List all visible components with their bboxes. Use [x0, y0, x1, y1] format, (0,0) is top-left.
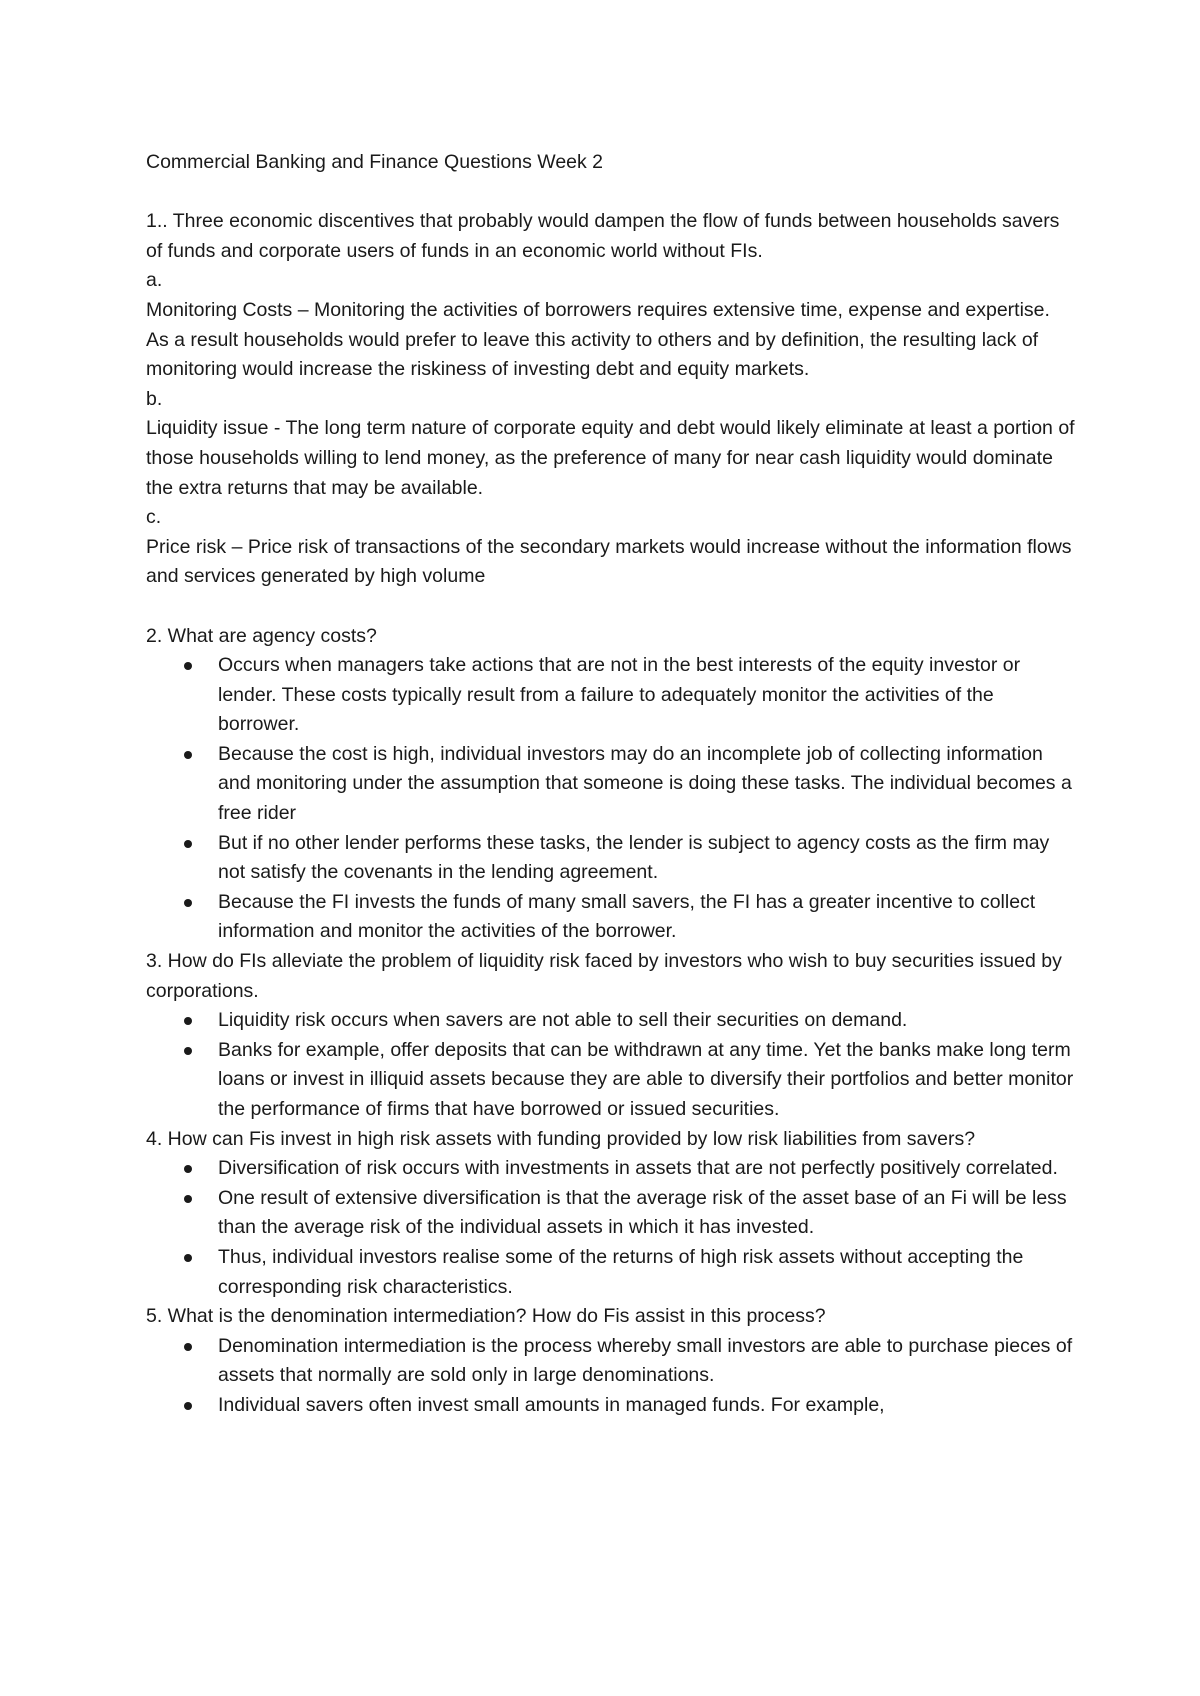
list-item	[146, 1006, 1076, 1036]
bullet-icon	[184, 1017, 192, 1025]
answer-1c-text: Price risk – Price risk of transactions of the secondary markets would increase without the information flows and services generated by high volume	[146, 535, 1072, 588]
list-item	[146, 1036, 1076, 1125]
document-page	[146, 148, 1076, 1421]
bullet-icon	[184, 1165, 192, 1173]
bullet-text: Individual savers often invest small amounts in managed funds. For example,	[218, 1393, 885, 1416]
bullet-icon	[184, 662, 192, 670]
bullet-icon	[184, 840, 192, 848]
list-item	[146, 1391, 1076, 1421]
bullet-text: Because the FI invests the funds of many small savers, the FI has a greater incentive to collect information and monitor the activities of the borrower.	[218, 890, 1036, 943]
bullet-text: But if no other lender performs these tasks, the lender is subject to agency costs as the firm may not satisfy the covenants in the lending agreement.	[218, 831, 1050, 884]
question-5: 5. What is the denomination intermediation? How do Fis assist in this process?	[146, 1305, 826, 1328]
bullet-icon	[184, 1195, 192, 1203]
bullet-text: Diversification of risk occurs with investments in assets that are not perfectly positively correlated.	[218, 1157, 1058, 1180]
bullet-text: Denomination intermediation is the process whereby small investors are able to purchase pieces of assets that normally are sold only in large denominations.	[218, 1334, 1073, 1387]
list-item	[146, 888, 1076, 947]
answer-1a-text: Monitoring Costs – Monitoring the activities of borrowers requires extensive time, expense and expertise. As a result households would prefer to leave this activity to others and by definition, the resulting lack of monitoring would increase the riskiness of investing debt and equity markets.	[146, 298, 1050, 381]
answer-1b-label: b.	[146, 387, 163, 410]
question-2: 2. What are agency costs?	[146, 624, 377, 647]
bullet-text: Liquidity risk occurs when savers are not able to sell their securities on demand.	[218, 1009, 908, 1032]
list-item	[146, 651, 1076, 740]
bullet-text: One result of extensive diversification is that the average risk of the asset base of an Fi will be less than the average risk of the individual assets in which it has invested.	[218, 1186, 1067, 1239]
question-5-bullet-list	[146, 1332, 1076, 1421]
answer-1c-label: c.	[146, 506, 162, 529]
question-1: 1.. Three economic discentives that probably would dampen the flow of funds between households savers of funds and corporate users of funds in an economic world without FIs.	[146, 210, 1060, 262]
question-4: 4. How can Fis invest in high risk assets with funding provided by low risk liabilities from savers?	[146, 1127, 976, 1150]
list-item	[146, 1184, 1076, 1243]
question-4-bullet-list	[146, 1154, 1076, 1302]
bullet-icon	[184, 1402, 192, 1410]
spacer	[146, 592, 1076, 622]
bullet-text: Thus, individual investors realise some of the returns of high risk assets without accepting the corresponding risk characteristics.	[218, 1245, 1024, 1298]
spacer	[146, 178, 1076, 208]
list-item	[146, 829, 1076, 888]
answer-1b-text: Liquidity issue - The long term nature of corporate equity and debt would likely eliminate at least a portion of those households willing to lend money, as the preference of many for near cash liquidity would dominate the extra returns that may be available.	[146, 417, 1075, 499]
bullet-icon	[184, 1254, 192, 1262]
answer-1a-label: a.	[146, 269, 163, 292]
bullet-icon	[184, 1343, 192, 1351]
bullet-icon	[184, 899, 192, 907]
document-title: Commercial Banking and Finance Questions Week 2	[146, 151, 604, 173]
list-item	[146, 740, 1076, 829]
list-item	[146, 1332, 1076, 1391]
question-3-bullet-list	[146, 1006, 1076, 1124]
bullet-text: Occurs when managers take actions that are not in the best interests of the equity investor or lender. These costs typically result from a failure to adequately monitor the activities of the borrower.	[218, 654, 1021, 736]
list-item	[146, 1243, 1076, 1302]
bullet-icon	[184, 751, 192, 759]
question-2-bullet-list	[146, 651, 1076, 947]
bullet-icon	[184, 1047, 192, 1055]
list-item	[146, 1154, 1076, 1184]
bullet-text: Because the cost is high, individual investors may do an incomplete job of collecting information and monitoring under the assumption that someone is doing these tasks. The individual becomes a free rider	[218, 742, 1072, 825]
bullet-text: Banks for example, offer deposits that can be withdrawn at any time. Yet the banks make long term loans or invest in illiquid assets because they are able to diversify their portfolios and better monitor the performance of firms that have borrowed or issued securities.	[218, 1038, 1074, 1120]
question-3: 3. How do FIs alleviate the problem of liquidity risk faced by investors who wish to buy securities issued by corporations.	[146, 950, 1062, 1002]
